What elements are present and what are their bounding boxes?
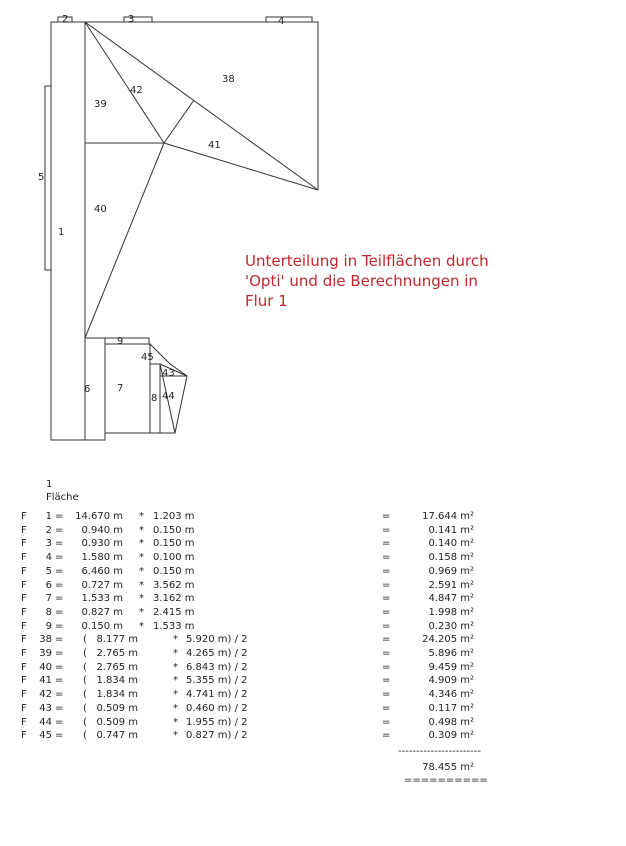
- row-factor-b: 4.265 m) / 2: [186, 648, 248, 659]
- plan-label-43: 43: [162, 368, 175, 379]
- row-factor-b: 5.920 m) / 2: [186, 634, 248, 646]
- row-result: 4.909 m²: [428, 675, 474, 687]
- row-number: 9: [45, 620, 52, 632]
- row-factor-a: ( 0.509 m: [83, 716, 138, 728]
- row-number: 43: [39, 702, 52, 714]
- row-number: 2: [45, 524, 52, 536]
- diagonal-line: [164, 143, 318, 190]
- row-number: 38: [39, 634, 52, 646]
- row-equals: =: [55, 689, 64, 701]
- plan-label-42: 42: [130, 85, 143, 96]
- row-factor-a: ( 0.509 m: [83, 702, 138, 714]
- row-multiply: *: [173, 702, 178, 714]
- row-factor-b: 0.460 m) / 2: [186, 702, 248, 714]
- row-multiply: *: [173, 675, 178, 687]
- row-factor-b: 3.562 m: [153, 579, 195, 591]
- row-multiply: *: [173, 689, 178, 701]
- row-result-equals: =: [382, 511, 391, 522]
- row-multiply: *: [173, 661, 178, 673]
- row-factor-b: 1.955 m) / 2: [186, 716, 248, 728]
- row-result: 17.644 m²: [422, 511, 474, 522]
- row-result: 9.459 m²: [428, 661, 474, 673]
- row-multiply: *: [139, 524, 144, 536]
- row-factor-a: 1.580 m: [81, 552, 123, 564]
- row-result-equals: =: [382, 538, 391, 550]
- calc-section-label: Fläche: [46, 492, 79, 503]
- plan-label-39: 39: [94, 99, 107, 110]
- calc-row: [0, 688, 626, 702]
- plan-label-41: 41: [208, 140, 221, 151]
- row-id: F: [21, 675, 27, 687]
- row-multiply: *: [139, 511, 144, 522]
- calc-row: [0, 579, 626, 593]
- total-double-line: ==========: [404, 775, 488, 786]
- diagonal-line: [85, 22, 318, 190]
- row-factor-b: 0.100 m: [153, 552, 195, 564]
- diagonal-line: [85, 143, 164, 338]
- row-multiply: *: [173, 648, 178, 659]
- row-factor-a: 0.940 m: [81, 524, 123, 536]
- row-factor-b: 6.843 m) / 2: [186, 661, 248, 673]
- calc-row: [0, 510, 626, 524]
- row-id: F: [21, 689, 27, 701]
- row-factor-b: 5.355 m) / 2: [186, 675, 248, 687]
- calc-row: [0, 647, 626, 661]
- row-number: 5: [45, 565, 52, 577]
- row-number: 6: [45, 579, 52, 591]
- row-equals: =: [55, 702, 64, 714]
- row-result-equals: =: [382, 730, 391, 742]
- row-factor-a: 14.670 m: [75, 511, 123, 522]
- row-result-equals: =: [382, 579, 391, 591]
- calc-row: [0, 565, 626, 579]
- row-factor-a: ( 2.765 m: [83, 648, 138, 659]
- row-number: 39: [39, 648, 52, 659]
- row-factor-a: ( 0.747 m: [83, 730, 138, 742]
- row-equals: =: [55, 716, 64, 728]
- row-equals: =: [55, 661, 64, 673]
- row-id: F: [21, 702, 27, 714]
- area-5-wall: [45, 86, 51, 270]
- row-result-equals: =: [382, 716, 391, 728]
- row-id: F: [21, 552, 27, 564]
- area-9-strip: [105, 338, 149, 344]
- diagonal-line: [164, 100, 194, 143]
- plan-label-5: 5: [38, 172, 45, 183]
- row-factor-b: 0.827 m) / 2: [186, 730, 248, 742]
- row-id: F: [21, 634, 27, 646]
- row-result: 2.591 m²: [428, 579, 474, 591]
- calc-row: [0, 661, 626, 675]
- row-result: 0.309 m²: [428, 730, 474, 742]
- row-number: 7: [45, 593, 52, 605]
- row-id: F: [21, 565, 27, 577]
- row-factor-a: 6.460 m: [81, 565, 123, 577]
- area-1-wall: [51, 22, 85, 440]
- row-number: 3: [45, 538, 52, 550]
- row-multiply: *: [139, 579, 144, 591]
- row-multiply: *: [139, 552, 144, 564]
- row-number: 1: [45, 511, 52, 522]
- row-factor-b: 4.741 m) / 2: [186, 689, 248, 701]
- row-factor-a: 0.727 m: [81, 579, 123, 591]
- diagonal-line: [85, 22, 164, 143]
- row-result-equals: =: [382, 524, 391, 536]
- plan-label-8: 8: [151, 393, 158, 404]
- row-result: 0.117 m²: [428, 702, 474, 714]
- calc-row: [0, 524, 626, 538]
- row-number: 41: [39, 675, 52, 687]
- row-equals: =: [55, 524, 64, 536]
- row-multiply: *: [173, 730, 178, 742]
- calc-section-number: 1: [46, 479, 53, 490]
- total-area: 78.455 m²: [422, 762, 474, 773]
- plan-label-7: 7: [117, 383, 124, 394]
- calc-row: [0, 633, 626, 647]
- row-factor-b: 0.150 m: [153, 565, 195, 577]
- row-equals: =: [55, 593, 64, 605]
- row-id: F: [21, 730, 27, 742]
- calc-row: [0, 716, 626, 730]
- row-result: 0.498 m²: [428, 716, 474, 728]
- row-number: 42: [39, 689, 52, 701]
- row-equals: =: [55, 606, 64, 618]
- row-id: F: [21, 524, 27, 536]
- plan-label-1: 1: [58, 227, 65, 238]
- row-id: F: [21, 593, 27, 605]
- row-result-equals: =: [382, 606, 391, 618]
- row-id: F: [21, 606, 27, 618]
- plan-label-9: 9: [117, 336, 124, 347]
- row-number: 4: [45, 552, 52, 564]
- caption-line-1: Unterteilung in Teilflächen durch: [245, 252, 489, 270]
- calc-row: [0, 674, 626, 688]
- row-equals: =: [55, 511, 64, 522]
- caption-line-2: 'Opti' und die Berechnungen in: [245, 272, 478, 290]
- row-equals: =: [55, 648, 64, 659]
- row-factor-a: 1.533 m: [81, 593, 123, 605]
- calc-row: [0, 537, 626, 551]
- row-id: F: [21, 511, 27, 522]
- row-factor-b: 1.533 m: [153, 620, 195, 632]
- row-equals: =: [55, 552, 64, 564]
- row-result-equals: =: [382, 552, 391, 564]
- row-multiply: *: [139, 620, 144, 632]
- row-equals: =: [55, 634, 64, 646]
- row-equals: =: [55, 538, 64, 550]
- plan-label-38: 38: [222, 74, 235, 85]
- row-equals: =: [55, 675, 64, 687]
- row-result: 4.847 m²: [428, 593, 474, 605]
- row-equals: =: [55, 579, 64, 591]
- annex-outline: [150, 344, 187, 433]
- row-result-equals: =: [382, 565, 391, 577]
- row-id: F: [21, 620, 27, 632]
- row-factor-b: 0.150 m: [153, 538, 195, 550]
- row-factor-b: 3.162 m: [153, 593, 195, 605]
- plan-label-2: 2: [62, 14, 69, 25]
- plan-label-44: 44: [162, 391, 175, 402]
- caption-line-3: Flur 1: [245, 292, 288, 310]
- row-number: 44: [39, 716, 52, 728]
- plan-label-4: 4: [278, 16, 285, 27]
- row-number: 8: [45, 606, 52, 618]
- calc-row: [0, 729, 626, 743]
- row-result-equals: =: [382, 702, 391, 714]
- row-factor-a: 0.930 m: [81, 538, 123, 550]
- row-result-equals: =: [382, 620, 391, 632]
- calc-row: [0, 702, 626, 716]
- plan-label-6: 6: [84, 384, 91, 395]
- row-multiply: *: [173, 716, 178, 728]
- plan-label-3: 3: [128, 14, 135, 25]
- row-id: F: [21, 579, 27, 591]
- row-multiply: *: [139, 538, 144, 550]
- row-id: F: [21, 661, 27, 673]
- row-multiply: *: [173, 634, 178, 646]
- row-factor-a: ( 1.834 m: [83, 689, 138, 701]
- sum-separator: -----------------------: [398, 746, 481, 757]
- row-id: F: [21, 538, 27, 550]
- row-result: 0.158 m²: [428, 552, 474, 564]
- row-factor-a: ( 2.765 m: [83, 661, 138, 673]
- row-factor-a: ( 1.834 m: [83, 675, 138, 687]
- row-factor-a: 0.150 m: [81, 620, 123, 632]
- row-result: 0.140 m²: [428, 538, 474, 550]
- row-factor-b: 0.150 m: [153, 524, 195, 536]
- row-factor-a: 0.827 m: [81, 606, 123, 618]
- row-result: 24.205 m²: [422, 634, 474, 646]
- row-multiply: *: [139, 593, 144, 605]
- row-result: 0.969 m²: [428, 565, 474, 577]
- caption-text: [245, 251, 565, 311]
- row-result: 0.230 m²: [428, 620, 474, 632]
- calc-row: [0, 551, 626, 565]
- row-result: 5.896 m²: [428, 648, 474, 659]
- plan-label-45: 45: [141, 352, 154, 363]
- calc-row: [0, 606, 626, 620]
- row-result-equals: =: [382, 661, 391, 673]
- row-id: F: [21, 648, 27, 659]
- row-factor-b: 1.203 m: [153, 511, 195, 522]
- row-number: 40: [39, 661, 52, 673]
- row-factor-a: ( 8.177 m: [83, 634, 138, 646]
- area-4-segment: [266, 17, 312, 22]
- row-factor-b: 2.415 m: [153, 606, 195, 618]
- calc-row: [0, 592, 626, 606]
- row-equals: =: [55, 620, 64, 632]
- row-id: F: [21, 716, 27, 728]
- row-number: 45: [39, 730, 52, 742]
- row-result: 4.346 m²: [428, 689, 474, 701]
- row-equals: =: [55, 730, 64, 742]
- row-result-equals: =: [382, 689, 391, 701]
- row-result-equals: =: [382, 648, 391, 659]
- row-result-equals: =: [382, 593, 391, 605]
- row-result-equals: =: [382, 675, 391, 687]
- row-result: 1.998 m²: [428, 606, 474, 618]
- row-result: 0.141 m²: [428, 524, 474, 536]
- row-multiply: *: [139, 565, 144, 577]
- calc-row: [0, 620, 626, 634]
- row-result-equals: =: [382, 634, 391, 646]
- row-equals: =: [55, 565, 64, 577]
- plan-label-40: 40: [94, 204, 107, 215]
- row-multiply: *: [139, 606, 144, 618]
